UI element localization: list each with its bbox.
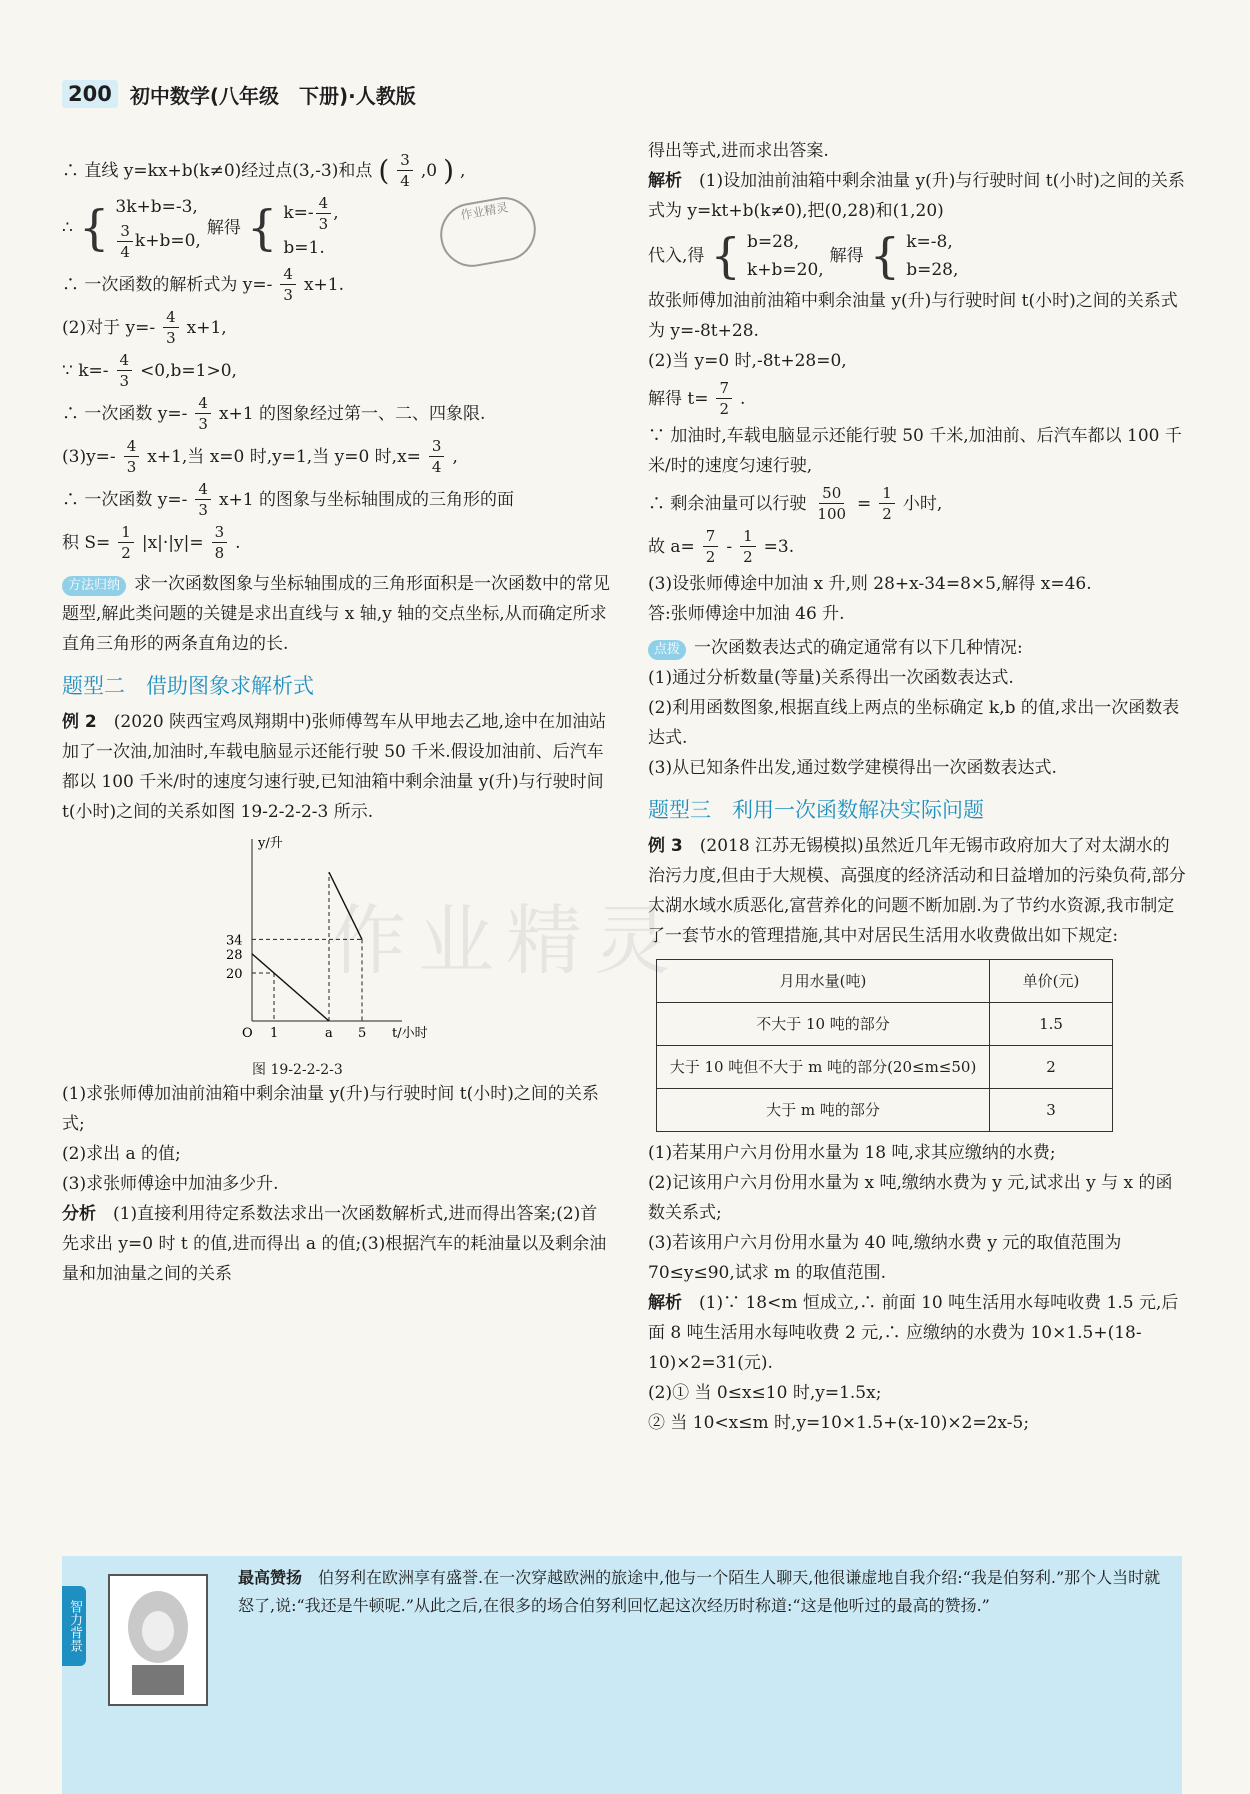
figure-caption: 图 19-2-2-2-3 xyxy=(252,1062,343,1078)
x-tick-label: O xyxy=(242,1026,253,1041)
solution-line: (3)y=- $\frac{4}{3}$ x+1,当 x=0 时,y=1,当 y=0 时,x= $\frac{3}{4}$ , xyxy=(62,437,458,476)
example-2: 例 2 (2020 陕西宝鸡凤翔期中)张师傅驾车从甲地去乙地,途中在加油站加了一次油,加油时,车载电脑显示还能行驶 50 千米.假设加油前、后汽车都以 100 千米/时的速度匀速行驶,已知油箱中剩余油量 y(升)与行驶时间 t(小时)之间的关系如图 19-2-2-2-3 所示. xyxy=(62,712,607,822)
series-line-1 xyxy=(252,954,329,1021)
method-tag: 方法归纳 xyxy=(62,576,126,596)
table-row: 不大于 10 吨的部分 1.5 xyxy=(657,1003,1113,1046)
text-line: 得出等式,进而求出答案. xyxy=(648,141,829,161)
water-fee-table xyxy=(656,959,1113,1132)
section-heading: 题型三 利用一次函数解决实际问题 xyxy=(648,798,984,822)
y-axis-label: y/升 xyxy=(258,836,283,851)
text-line: (3)设张师傅途中加油 x 升,则 28+x-34=8×5,解得 x=46. xyxy=(648,574,1092,594)
solution: 解析 (1)设加油前油箱中剩余油量 y(升)与行驶时间 t(小时)之间的关系式为 y=kt+b(k≠0),把(0,28)和(1,20) xyxy=(648,171,1185,221)
question-1: (1)若某用户六月份用水量为 18 吨,求其应缴纳的水费; xyxy=(648,1143,1056,1163)
table-header-row xyxy=(657,960,1113,1003)
side-badge: 智力背景 xyxy=(62,1586,86,1666)
method-summary: 方法归纳 求一次函数图象与坐标轴围成的三角形面积是一次函数中的常见题型,解此类问题的关键是求出直线与 x 轴,y 轴的交点坐标,从而确定所求直角三角形的两条直角边的长. xyxy=(62,574,611,654)
solution-line: 积 S= $\frac{1}{2}$ |x|·|y|= $\frac{3}{8}$ . xyxy=(62,523,241,562)
tip-item: (3)从已知条件出发,通过数学建模得出一次函数表达式. xyxy=(648,758,1057,778)
left-column xyxy=(62,148,610,1289)
portrait-icon xyxy=(118,1585,198,1695)
solution-line: 故 a= $\frac{7}{2}$ - $\frac{1}{2}$ =3. xyxy=(648,527,795,566)
x-axis-label: t/小时 xyxy=(392,1026,428,1041)
table-row: 大于 m 吨的部分 3 xyxy=(657,1089,1113,1132)
question-3: (3)求张师傅途中加油多少升. xyxy=(62,1174,279,1194)
x-tick-label: a xyxy=(325,1026,333,1041)
analysis: 分析 (1)直接利用待定系数法求出一次函数解析式,进而得出答案;(2)首先求出 y=0 时 t 的值,进而得出 a 的值;(3)根据汽车的耗油量以及剩余油量和加油量之间的关系 xyxy=(62,1204,607,1284)
question-3: (3)若该用户六月份用水量为 40 吨,缴纳水费 y 元的取值范围为 70≤y≤90,试求 m 的取值范围. xyxy=(648,1233,1122,1283)
text-line: (2)当 y=0 时,-8t+28=0, xyxy=(648,351,847,371)
series-line-2 xyxy=(329,872,362,939)
text-line: ∵ 加油时,车载电脑显示还能行驶 50 千米,加油前、后汽车都以 100 千米/时的速度匀速行驶, xyxy=(648,426,1182,476)
table-row: 大于 10 吨但不大于 m 吨的部分(20≤m≤50) 2 xyxy=(657,1046,1113,1089)
text-line: ② 当 10<x≤m 时,y=10×1.5+(x-10)×2=2x-5; xyxy=(648,1413,1030,1433)
fuel-chart xyxy=(212,831,610,1079)
stamp-logo: 作业精灵 xyxy=(435,192,541,272)
question-2: (2)求出 a 的值; xyxy=(62,1144,181,1164)
solution-3: 解析 (1)∵ 18<m 恒成立,∴ 前面 10 吨生活用水每吨收费 1.5 元,后面 8 吨生活用水每吨收费 2 元,∴ 应缴纳的水费为 10×1.5+(18-10)×2=31(元). xyxy=(648,1293,1179,1373)
x-tick-label: 1 xyxy=(270,1026,279,1041)
chart-svg xyxy=(212,831,442,1051)
tip-item: (2)利用函数图象,根据直线上两点的坐标确定 k,b 的值,求出一次函数表达式. xyxy=(648,698,1180,748)
watermark: 作业精灵 xyxy=(330,896,682,985)
solution-line: ∴ 一次函数 y=- $\frac{4}{3}$ x+1 的图象与坐标轴围成的三角形的面 xyxy=(62,480,515,519)
solution-line: (2)对于 y=- $\frac{4}{3}$ x+1, xyxy=(62,308,227,347)
background-box xyxy=(62,1556,1182,1794)
tip: 点拨 一次函数表达式的确定通常有以下几种情况: xyxy=(648,633,1186,663)
solution-line: ∴ 一次函数的解析式为 y=- $\frac{4}{3}$ x+1. xyxy=(62,265,345,304)
text-line: 答:张师傅途中加油 46 升. xyxy=(648,604,845,624)
solution-line: ∴ 剩余油量可以行驶 $\frac{50}{100}$ = $\frac{1}{2}$ 小时, xyxy=(648,484,943,523)
text-line: 故张师傅加油前油箱中剩余油量 y(升)与行驶时间 t(小时)之间的关系式为 y=-8t+28. xyxy=(648,291,1178,341)
book-title: 初中数学(八年级 下册)·人教版 xyxy=(129,83,416,108)
y-tick-label: 34 xyxy=(226,933,243,949)
background-text: 最高赞扬 伯努利在欧洲享有盛誉.在一次穿越欧洲的旅途中,他与一个陌生人聊天,他很谦虚地自我介绍:“我是伯努利.”那个人当时就怒了,说:“我还是牛顿呢.”从此之后,在很多的场合伯努利回忆起这次经历时称道:“这是他听过的最高的赞扬.” xyxy=(238,1568,1161,1615)
tip-tag: 点拨 xyxy=(648,640,686,660)
equation-system: 代入,得 { b=28, k+b=20, 解得 { k=-8, b=28, xyxy=(648,228,959,284)
right-column xyxy=(648,136,1186,1438)
section-heading: 题型二 借助图象求解析式 xyxy=(62,674,314,698)
question-2: (2)记该用户六月份用水量为 x 吨,缴纳水费为 y 元,试求出 y 与 x 的函数关系式; xyxy=(648,1173,1173,1223)
fraction: $\frac{3}{4}$ xyxy=(397,150,413,191)
page-header xyxy=(62,78,416,110)
solution-line: ∴ 一次函数 y=- $\frac{4}{3}$ x+1 的图象经过第一、二、四象限. xyxy=(62,394,486,433)
table-header: 单价(元) xyxy=(990,960,1113,1003)
table-header: 月用水量(吨) xyxy=(657,960,990,1003)
question-1: (1)求张师傅加油前油箱中剩余油量 y(升)与行驶时间 t(小时)之间的关系式; xyxy=(62,1084,599,1134)
tip-item: (1)通过分析数量(等量)关系得出一次函数表达式. xyxy=(648,668,1014,688)
portrait-image xyxy=(108,1574,208,1706)
solution-line: 解得 t= $\frac{7}{2}$ . xyxy=(648,379,746,418)
solution-line: ∴ 直线 y=kx+b(k≠0)经过点(3,-3)和点 ( $\frac{3}{4}$ ,0 ) , xyxy=(62,151,466,190)
x-tick-label: 5 xyxy=(358,1026,367,1041)
solution-line: ∵ k=- $\frac{4}{3}$ <0,b=1>0, xyxy=(62,351,237,390)
y-tick-label: 20 xyxy=(226,967,243,982)
page-number: 200 xyxy=(62,80,118,108)
y-tick-label: 28 xyxy=(226,947,243,963)
example-3: 例 3 (2018 江苏无锡模拟)虽然近几年无锡市政府加大了对太湖水的治污力度,但由于大规模、高强度的经济活动和日益增加的污染负荷,部分太湖水域水质恶化,富营养化的问题不断加剧.为了节约水资源,我市制定了一套节水的管理措施,其中对居民生活用水收费做出如下规定: xyxy=(648,836,1186,946)
text-line: (2)① 当 0≤x≤10 时,y=1.5x; xyxy=(648,1383,882,1403)
equation-system: ∴ { 3k+b=-3, $\frac{3}{4}$ k+b=0, 解得 { k=- $\frac{4}{3}$ , b=1. xyxy=(62,194,339,261)
